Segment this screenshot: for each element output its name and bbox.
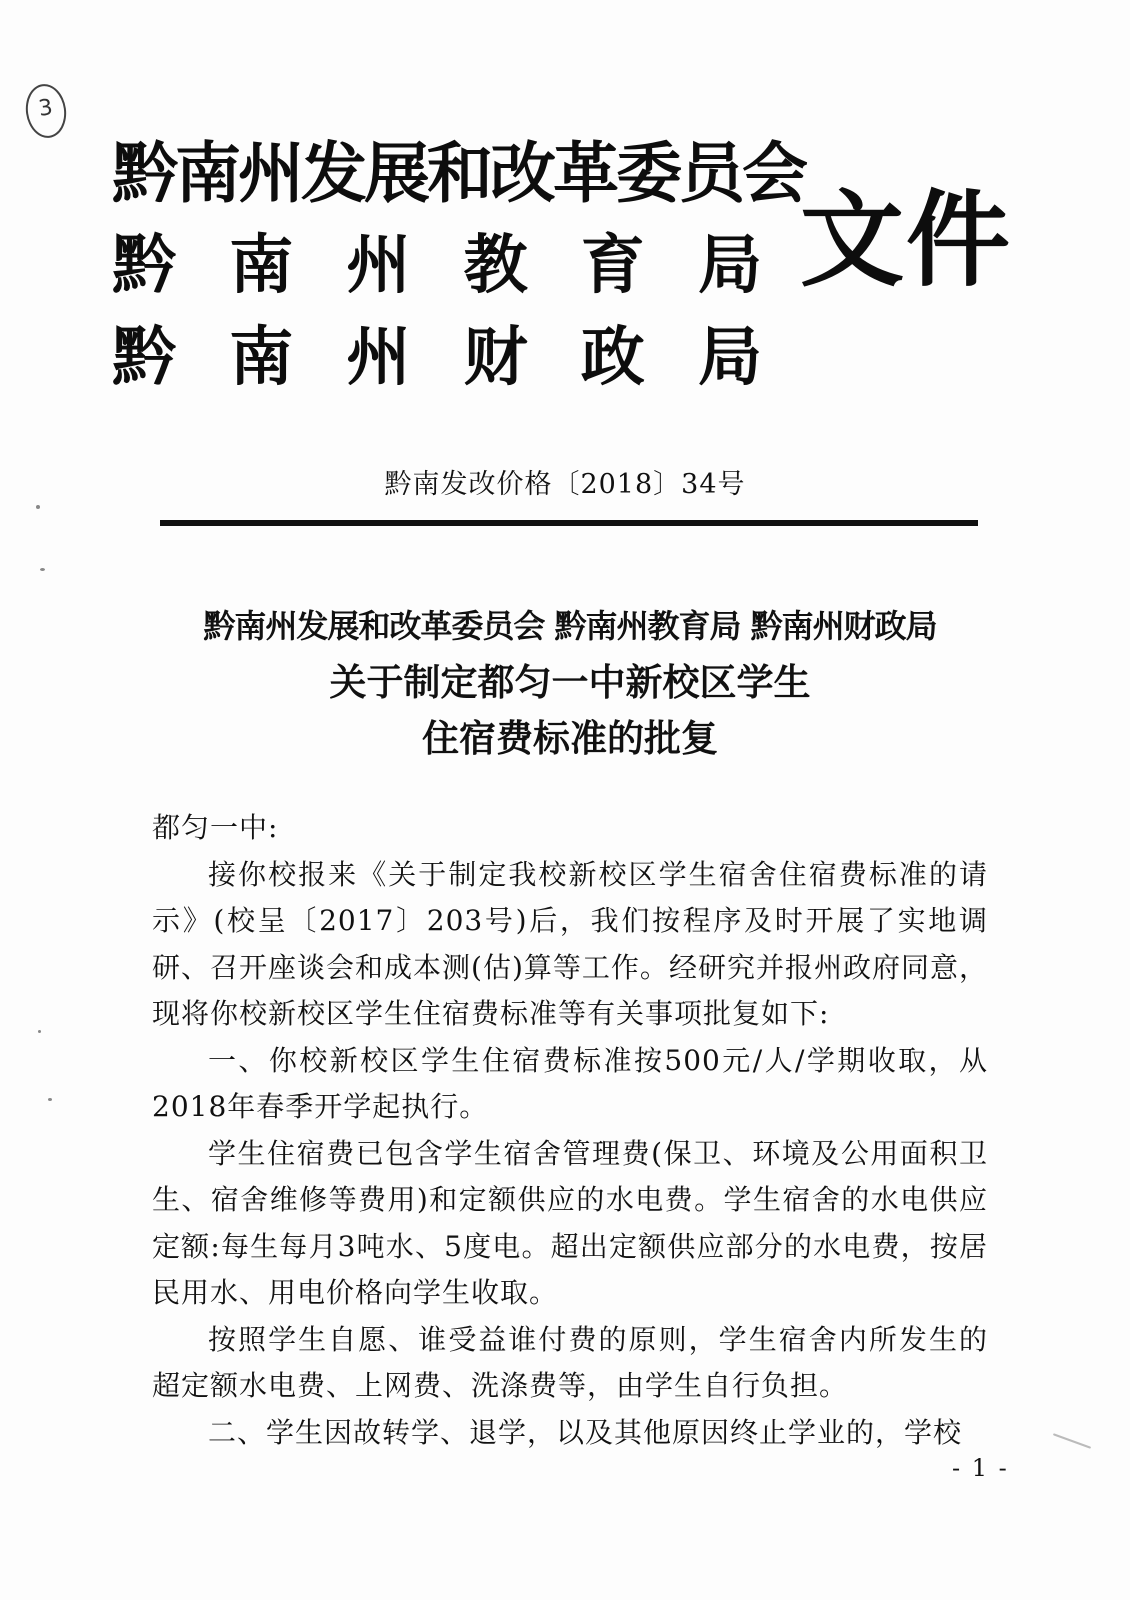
issuer-development-reform-commission: 黔南州发展和改革委员会 xyxy=(112,135,805,212)
scan-speck xyxy=(48,1098,52,1101)
body-paragraph-self-paid: 按照学生自愿、谁受益谁付费的原则，学生宿舍内所发生的超定额水电费、上网费、洗涤费等，由学生自行负担。 xyxy=(152,1322,988,1402)
issuer-finance-bureau: 黔 南 州 财 政 局 xyxy=(112,321,762,395)
body-paragraph-intro: 接你校报来《关于制定我校新校区学生宿舍住宿费标准的请示》(校呈〔2017〕203号)后，我们按程序及时开展了实地调研、召开座谈会和成本测(估)算等工作。经研究并报州政府同意，现将你校新校区学生住宿费标准等有关事项批复如下: xyxy=(152,857,988,1030)
scan-speck xyxy=(38,1030,41,1033)
title-line-issuers: 黔南州发展和改革委员会 黔南州教育局 黔南州财政局 xyxy=(203,607,937,645)
issuer-education-bureau: 黔 南 州 教 育 局 xyxy=(112,229,762,303)
header-divider-rule xyxy=(160,520,978,526)
document-title xyxy=(140,598,1000,766)
body-paragraph-fee-standard: 一、你校新校区学生住宿费标准按500元/人/学期收取，从2018年春季开学起执行。 xyxy=(152,1043,988,1123)
title-line-reply: 住宿费标准的批复 xyxy=(422,716,718,760)
handwritten-page-mark: 3 xyxy=(22,81,69,140)
document-type-word: 文件 xyxy=(800,179,1013,301)
document-body xyxy=(152,805,988,1456)
issuing-authorities xyxy=(112,128,805,404)
scan-speck xyxy=(1053,1433,1091,1449)
page-number: - 1 - xyxy=(952,1454,1009,1482)
scan-speck xyxy=(36,505,40,509)
title-line-subject: 关于制定都匀一中新校区学生 xyxy=(329,660,811,704)
salutation: 都匀一中: xyxy=(152,811,279,844)
body-paragraph-fee-includes: 学生住宿费已包含学生宿舍管理费(保卫、环境及公用面积卫生、宿舍维修等费用)和定额供应的水电费。学生宿舍的水电供应定额:每生每月3吨水、5度电。超出定额供应部分的水电费，按居民用水、用电价格向学生收取。 xyxy=(152,1136,988,1309)
body-paragraph-refund: 二、学生因故转学、退学，以及其他原因终止学业的，学校 xyxy=(208,1415,963,1449)
document-number: 黔南发改价格〔2018〕34号 xyxy=(384,469,746,500)
scan-speck xyxy=(40,568,45,571)
